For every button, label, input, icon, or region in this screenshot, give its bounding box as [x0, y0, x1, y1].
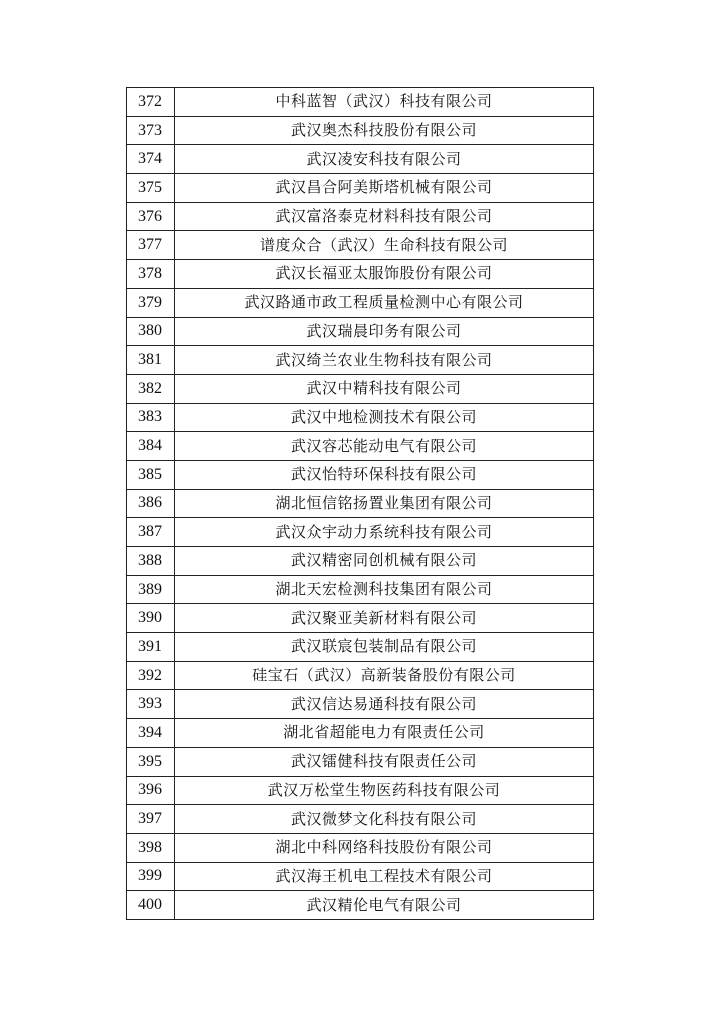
table-row [127, 346, 594, 375]
table-row [127, 833, 594, 862]
row-number-cell: 387 [127, 518, 175, 547]
table-row [127, 805, 594, 834]
table-row [127, 174, 594, 203]
table-row [127, 116, 594, 145]
row-number-cell: 374 [127, 145, 175, 174]
company-name-cell: 武汉凌安科技有限公司 [175, 145, 594, 174]
company-list-body [127, 88, 594, 920]
table-row [127, 776, 594, 805]
table-row [127, 489, 594, 518]
row-number-cell: 377 [127, 231, 175, 260]
company-name-cell: 湖北中科网络科技股份有限公司 [175, 833, 594, 862]
row-number-cell: 386 [127, 489, 175, 518]
table-row [127, 432, 594, 461]
table-row [127, 891, 594, 920]
table-row [127, 374, 594, 403]
table-row [127, 88, 594, 117]
row-number-cell: 392 [127, 661, 175, 690]
row-number-cell: 400 [127, 891, 175, 920]
company-name-cell: 谱度众合（武汉）生命科技有限公司 [175, 231, 594, 260]
company-name-cell: 武汉瑞晨印务有限公司 [175, 317, 594, 346]
company-name-cell: 武汉联宸包装制品有限公司 [175, 633, 594, 662]
row-number-cell: 389 [127, 575, 175, 604]
row-number-cell: 373 [127, 116, 175, 145]
table-row [127, 317, 594, 346]
company-name-cell: 武汉中地检测技术有限公司 [175, 403, 594, 432]
row-number-cell: 396 [127, 776, 175, 805]
row-number-cell: 379 [127, 288, 175, 317]
table-row [127, 518, 594, 547]
company-name-cell: 武汉奥杰科技股份有限公司 [175, 116, 594, 145]
table-row [127, 260, 594, 289]
company-name-cell: 湖北省超能电力有限责任公司 [175, 719, 594, 748]
table-row [127, 403, 594, 432]
company-name-cell: 武汉精密同创机械有限公司 [175, 547, 594, 576]
table-row [127, 719, 594, 748]
table-row [127, 633, 594, 662]
company-name-cell: 武汉怡特环保科技有限公司 [175, 460, 594, 489]
row-number-cell: 381 [127, 346, 175, 375]
row-number-cell: 376 [127, 202, 175, 231]
row-number-cell: 383 [127, 403, 175, 432]
row-number-cell: 395 [127, 747, 175, 776]
table-row [127, 145, 594, 174]
table-row [127, 202, 594, 231]
table-row [127, 288, 594, 317]
company-name-cell: 武汉聚亚美新材料有限公司 [175, 604, 594, 633]
company-name-cell: 武汉精伦电气有限公司 [175, 891, 594, 920]
company-name-cell: 湖北天宏检测科技集团有限公司 [175, 575, 594, 604]
company-name-cell: 武汉微梦文化科技有限公司 [175, 805, 594, 834]
row-number-cell: 391 [127, 633, 175, 662]
row-number-cell: 380 [127, 317, 175, 346]
row-number-cell: 397 [127, 805, 175, 834]
company-name-cell: 武汉容芯能动电气有限公司 [175, 432, 594, 461]
table-row [127, 747, 594, 776]
row-number-cell: 393 [127, 690, 175, 719]
table-row [127, 661, 594, 690]
row-number-cell: 398 [127, 833, 175, 862]
row-number-cell: 388 [127, 547, 175, 576]
row-number-cell: 399 [127, 862, 175, 891]
row-number-cell: 375 [127, 174, 175, 203]
company-list-table [126, 87, 594, 920]
table-row [127, 862, 594, 891]
table-row [127, 231, 594, 260]
row-number-cell: 378 [127, 260, 175, 289]
company-name-cell: 武汉中精科技有限公司 [175, 374, 594, 403]
company-name-cell: 武汉绮兰农业生物科技有限公司 [175, 346, 594, 375]
table-row [127, 575, 594, 604]
row-number-cell: 394 [127, 719, 175, 748]
company-name-cell: 武汉海王机电工程技术有限公司 [175, 862, 594, 891]
company-name-cell: 武汉镭健科技有限责任公司 [175, 747, 594, 776]
company-name-cell: 武汉路通市政工程质量检测中心有限公司 [175, 288, 594, 317]
company-name-cell: 中科蓝智（武汉）科技有限公司 [175, 88, 594, 117]
row-number-cell: 372 [127, 88, 175, 117]
company-name-cell: 湖北恒信铭扬置业集团有限公司 [175, 489, 594, 518]
table-row [127, 604, 594, 633]
row-number-cell: 385 [127, 460, 175, 489]
row-number-cell: 382 [127, 374, 175, 403]
company-name-cell: 武汉富洛泰克材料科技有限公司 [175, 202, 594, 231]
company-name-cell: 武汉万松堂生物医药科技有限公司 [175, 776, 594, 805]
row-number-cell: 390 [127, 604, 175, 633]
company-name-cell: 硅宝石（武汉）高新装备股份有限公司 [175, 661, 594, 690]
company-name-cell: 武汉长福亚太服饰股份有限公司 [175, 260, 594, 289]
table-row [127, 690, 594, 719]
table-row [127, 547, 594, 576]
company-name-cell: 武汉昌合阿美斯塔机械有限公司 [175, 174, 594, 203]
row-number-cell: 384 [127, 432, 175, 461]
company-name-cell: 武汉众宇动力系统科技有限公司 [175, 518, 594, 547]
table-row [127, 460, 594, 489]
company-name-cell: 武汉信达易通科技有限公司 [175, 690, 594, 719]
